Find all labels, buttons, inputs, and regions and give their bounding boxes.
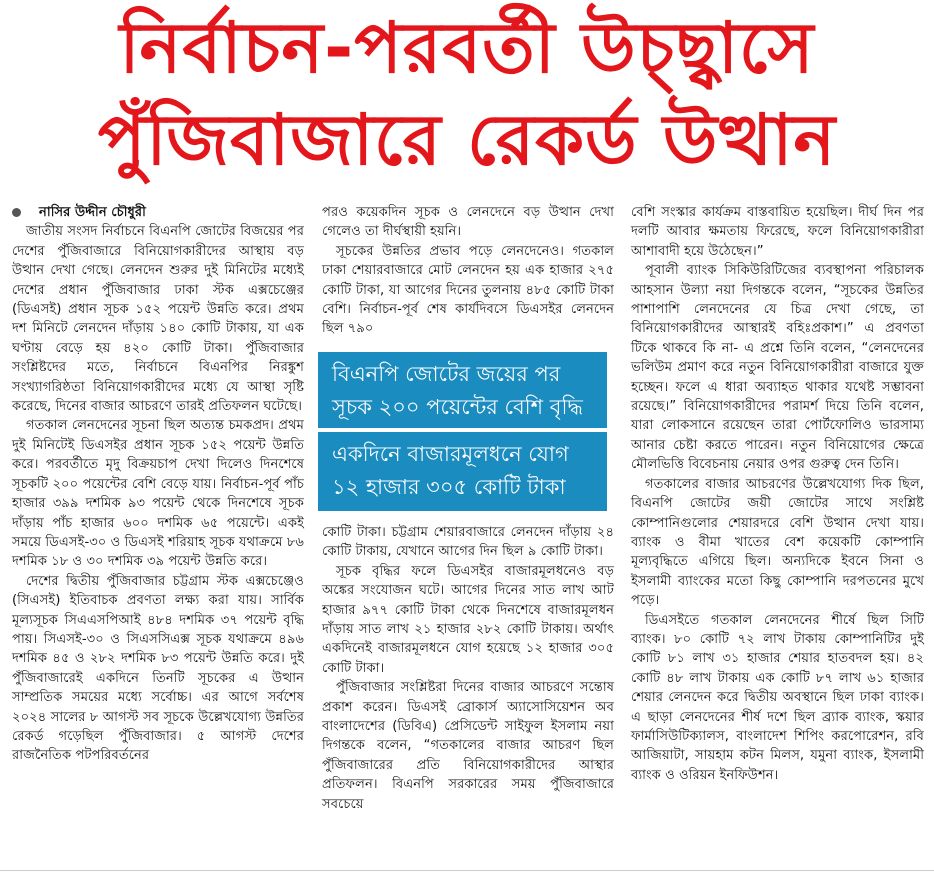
bottom-rule: [0, 870, 934, 871]
article-column-2-bottom: [322, 523, 614, 868]
article-column-2-top: [322, 203, 614, 343]
byline: [12, 203, 304, 222]
bullet-icon: [12, 208, 21, 217]
highlight-1-line-2: সূচক ২০০ পয়েন্টের বেশি বৃদ্ধি: [332, 395, 583, 419]
paragraph: বেশি সংস্কার কার্যক্রম বাস্তবায়িত হয়েছিল। দীর্ঘ দিন পর দলটি আবার ক্ষমতায় ফিরেছে, ফলে বিনিয়োগকারীরা আশাবাদী হয়ে উঠেছেন।”: [631, 205, 924, 259]
headline-line-2: পুঁজিবাজারে রেকর্ড উত্থান: [97, 99, 837, 181]
paragraph: পূবালী ব্যাংক সিকিউরিটিজের ব্যবস্থাপনা পরিচালক আহসান উল্যা নয়া দিগন্তকে বলেন, “সূচকের উন্নতির পাশাপাশি লেনদেনের যে চিত্র দেখা গেছে, তা বিনিয়োগকারীদের আস্থারই বহিঃপ্রকাশ।” এ প্রবণতা টিকে থাকবে কি না- এ প্রশ্নে তিনি বলেন, “লেনদেনের ভলিউম প্রমাণ করে নতুন বিনিয়োগকারীরা বাজারে যুক্ত হচ্ছেন। ফলে এ ধারা অব্যাহত থাকার যথেষ্ট সম্ভাবনা রয়েছে।” বিনিয়োগকারীদের পরামর্শ দিয়ে তিনি বলেন, যারা লোকসানে রয়েছেন তারা পোর্টফোলিও ভারসাম্য আনার চেষ্টা করতে পারেন। নতুন বিনিয়োগের ক্ষেত্রে মৌলভিত্তি বিবেচনায় নেয়ার ওপর গুরুত্ব দেন তিনি।: [631, 263, 924, 473]
paragraph: গতকাল লেনদেনের সূচনা ছিল অত্যন্ত চমকপ্রদ। প্রথম দুই মিনিটেই ডিএসইর প্রধান সূচক ১৫২ পয়েন্ট উন্নতি করে। পরবর্তীতে মৃদু বিক্রয়চাপ দেখা দিলেও দিনশেষে সূচকটি ২০০ পয়েন্টের বেশি বেড়ে যায়। নির্বাচন-পূর্ব পাঁচ হাজার ৩৯৯ দশমিক ৯৩ পয়েন্ট থেকে দিনশেষে সূচক দাঁড়ায় পাঁচ হাজার ৬০০ দশমিক ৬৫ পয়েন্টে। একই সময়ে ডিএসই-৩০ ও ডিএসই শরিয়াহ সূচক যথাক্রমে ৮৬ দশমিক ১৮ ও ৩০ দশমিক ৩৯ পয়েন্ট উন্নতি করে।: [12, 418, 304, 570]
highlight-1-line-1: বিএনপি জোটের জয়ের পর: [332, 362, 561, 386]
paragraph: সূচকের উন্নতির প্রভাব পড়ে লেনদেনেও। গতকাল ঢাকা শেয়ারবাজারে মোট লেনদেন হয় এক হাজার ২৭৫ কোটি টাকা, যা আগের দিনের তুলনায় ৪৮৫ কোটি টাকা বেশি। নির্বাচন-পূর্ব শেষ কার্যদিবসে ডিএসইর লেনদেন ছিল ৭৯০: [322, 243, 614, 337]
paragraph: কোটি টাকা। চট্টগ্রাম শেয়ারবাজারে লেনদেন দাঁড়ায় ২৪ কোটি টাকায়, যেখানে আগের দিন ছিল ৯ কোটি টাকা।: [322, 525, 614, 560]
paragraph: সূচক বৃদ্ধির ফলে ডিএসইর বাজারমূলধনেও বড় অঙ্কের সংযোজন ঘটে। আগের দিনের সাত লাখ আট হাজার ৯৭৭ কোটি টাকা থেকে দিনশেষে বাজারমূলধন দাঁড়ায় সাত লাখ ২১ হাজার ২৮২ কোটি টাকায়। অর্থাৎ একদিনেই বাজারমূলধনে যোগ হয়েছে ১২ হাজার ৩০৫ কোটি টাকা।: [322, 563, 614, 676]
paragraph: জাতীয় সংসদ নির্বাচনে বিএনপি জোটের বিজয়ের পর দেশের পুঁজিবাজারে বিনিয়োগকারীদের আস্থায় বড় উত্থান দেখা গেছে। লেনদেন শুরুর দুই মিনিটের মধ্যেই দেশের প্রধান পুঁজিবাজার ঢাকা স্টক এক্সচেঞ্জের (ডিএসই) প্রধান সূচক ১৫২ পয়েন্ট উন্নতি করে। প্রথম দশ মিনিটে লেনদেন দাঁড়ায় ১৪০ কোটি টাকায়, যা এক ঘণ্টায় বেড়ে হয় ৪২০ কোটি টাকা। পুঁজিবাজার সংশ্লিষ্টদের মতে, নির্বাচনে বিএনপির নিরঙ্কুশ সংখ্যাগরিষ্ঠতা বিনিয়োগকারীদের মধ্যে যে আস্থা সৃষ্টি করেছে, দিনের বাজার আচরণে তারই প্রতিফলন ঘটেছে।: [12, 224, 304, 415]
article-column-1: [12, 203, 304, 868]
headline-line-1: নির্বাচন-পরবর্তী উচ্ছ্বাসে: [119, 7, 815, 89]
paragraph: ডিএসইতে গতকাল লেনদেনের শীর্ষে ছিল সিটি ব্যাংক। ৮০ কোটি ৭২ লাখ টাকায় কোম্পানিটির দুই কোটি ৮১ লাখ ৩১ হাজার শেয়ার হাতবদল হয়। ৪২ কোটি ৪৮ লাখ টাকায় এক কোটি ৮৭ লাখ ৬১ হাজার শেয়ার লেনদেন করে দ্বিতীয় অবস্থানে ছিল ঢাকা ব্যাংক। এ ছাড়া লেনদেনের শীর্ষ দশে ছিল ব্র্যাক ব্যাংক, স্কয়ার ফার্মাসিউটিক্যালস, বাংলাদেশ শিপিং করপোরেশন, রবি আজিয়াটা, সায়হাম কটন মিলস, যমুনা ব্যাংক, ইসলামী ব্যাংক ও ওরিয়ন ইনফিউশন।: [631, 612, 924, 783]
headline: [0, 0, 934, 190]
highlight-2-line-1: একদিনে বাজারমূলধনে যোগ: [332, 442, 569, 466]
paragraph: পুঁজিবাজার সংশ্লিষ্টরা দিনের বাজার আচরণে সন্তোষ প্রকাশ করেন। ডিএসই ব্রোকার্স অ্যাসোসিয়েশন অব বাংলাদেশের (ডিবিএ) প্রেসিডেন্ট সাইফুল ইসলাম নয়া দিগন্তকে বলেন, “গতকালের বাজার আচরণ ছিল পুঁজিবাজারের প্রতি বিনিয়োগকারীদের আস্থার প্রতিফলন। বিএনপি সরকারের সময় পুঁজিবাজারে সবচেয়ে: [322, 680, 614, 812]
highlight-box-2: [318, 432, 607, 511]
article-column-3: [631, 203, 924, 868]
paragraph: দেশের দ্বিতীয় পুঁজিবাজার চট্টগ্রাম স্টক এক্সচেঞ্জেও (সিএসই) ইতিবাচক প্রবণতা লক্ষ্য করা যায়। সার্বিক মূল্যসূচক সিএএসপিআই ৪৮৪ দশমিক ৩৭ পয়েন্ট বৃদ্ধি পায়। সিএসই-৩০ ও সিএসসিএক্স সূচক যথাক্রমে ৪৯৬ দশমিক ৪৫ ও ২৮২ দশমিক ৮৩ পয়েন্ট উন্নতি করে। দুই পুঁজিবাজারেই একদিনে তিনটি সূচকের এ উত্থান সাম্প্রতিক সময়ের মধ্যে সর্বোচ্চ। এর আগে সর্বশেষ ২০২৪ সালের ৮ আগস্ট সব সূচকে উল্লেখযোগ্য উন্নতির রেকর্ড গড়েছিল পুঁজিবাজার। ৫ আগস্ট দেশের রাজনৈতিক পটপরিবর্তনের: [12, 573, 304, 764]
paragraph: গতকালের বাজার আচরণের উল্লেখযোগ্য দিক ছিল, বিএনপি জোটের জয়ী জোটের সাথে সংশ্লিষ্ট কোম্পানিগুলোর শেয়ারদরে বেশি উত্থান দেখা যায়। ব্যাংক ও বীমা খাতের বেশ কয়েকটি কোম্পানি মূল্যবৃদ্ধিতে এগিয়ে ছিল। অন্যদিকে ইবনে সিনা ও ইসলামী ব্যাংকের মতো কিছু কোম্পানি দরপতনের মুখে পড়ে।: [631, 476, 924, 609]
highlight-box-1: [318, 352, 607, 428]
author-name: নাসির উদ্দীন চৌধুরী: [39, 205, 146, 220]
highlight-2-line-2: ১২ হাজার ৩০৫ কোটি টাকা: [332, 475, 566, 499]
paragraph: পরও কয়েকদিন সূচক ও লেনদেনে বড় উত্থান দেখা গেলেও তা দীর্ঘস্থায়ী হয়নি।: [322, 205, 614, 240]
